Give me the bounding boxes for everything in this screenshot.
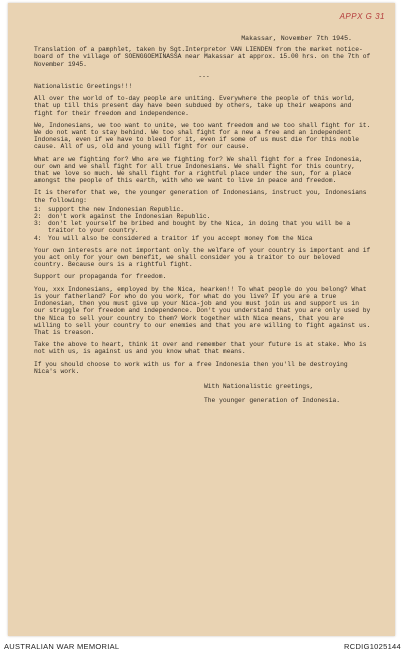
list-item [34,213,374,220]
list-text: support the new Indonesian Republic. [48,205,185,213]
paragraph-3: What are we fighting for? Who are we fighting for? We shall fight for a free Indonesia, our own and we shall fight for all true Indonesians. We shall fight for this country, that we love so much. We shall fight for a rightful place under the sun, for a place amongst the people of this earth, with who we want to live in peace and freedom. [34,155,363,185]
document-body [34,35,374,411]
list-text: don't work against the Indonesian Republic. [48,213,211,221]
paragraph-5: Your own interests are not important only the welfare of your country is important and if you act only for your own benefit, we shall consider you a traitor to our beloved country. Because ours is a rightful fight. [34,246,371,269]
separator: --- [198,72,210,80]
paragraph-2: We, Indonesians, we too want to unite, we too want freedom and we too shall fight for it. We do not want to stay behind. We too shal fight for a new a free and an independent Indonesia, even if we have to bleed for it, even if some of us must die for this noble cause. All of us, old and young will fight for our cause. [34,121,371,151]
closing-line: With Nationalistic greetings, [204,382,314,390]
place-date: Makassar, November 7th 1945. [241,35,352,42]
list-number: 2: [34,213,42,221]
footer-record-id: RCDIG1025144 [344,642,401,651]
instruction-list [34,206,374,242]
reference-mark: APPX G 31 [339,12,385,21]
intro-paragraph: Translation of a pamphlet, taken by Sgt.Interpretor VAN LIENDEN from the market notice-board of the village of SOENGGOEMINASSA near Makassar at approx. 15.00 hrs. on the 7th of November 1945. [34,46,371,68]
list-number: 1: [34,205,42,213]
paragraph-6: Support our propaganda for freedom. [34,273,167,281]
greeting: Nationalistic Greetings!!! [34,83,133,91]
paragraph-7: You, xxx Indonesians, employed by the Nica, hearken!! To what people do you belong? What is your fatherland? For who do you work, for what do you live? If you are a true Indonesian, then you must give up your Nica-job and you must join us and support us in our struggle for freedom and independence. Don't you understand that you are only used by the Nica to sell your country to them? Work together with Nica means, that you are willing to sell your country to our enemies and that you are willing to fight against us. That is treason. [34,285,371,336]
list-text: You will also be considered a traitor if you accept money fom the Nica [48,234,313,242]
list-number: 3: [34,220,42,228]
signature-block [204,383,374,404]
paragraph-8: Take the above to heart, think it over and remember that your future is at stake. Who is not with us, is against us and you know what that means. [34,341,367,356]
footer-bar [0,641,407,654]
list-item [34,206,374,213]
signature-line: The younger generation of Indonesia. [204,397,341,405]
list-item [34,220,374,234]
paragraph-4: It is therefor that we, the younger generation of Indonesians, instruct you, Indonesians the following: [34,189,367,204]
footer-institution: AUSTRALIAN WAR MEMORIAL [4,642,120,651]
list-number: 4: [34,234,42,242]
paragraph-9: If you should choose to work with us for a free Indonesia then you'll be destroying Nica's work. [34,360,348,375]
paragraph-1: All over the world of to-day people are uniting. Everywhere the people of this world, that up till this present day have been subdued by others, take up their weapons and fight for their freedom and independence. [34,95,356,117]
list-text: don't let yourself be bribed and bought by the Nica, in doing that you will be a traitor to your country. [48,220,351,235]
document-page [8,3,395,636]
list-item [34,235,374,242]
